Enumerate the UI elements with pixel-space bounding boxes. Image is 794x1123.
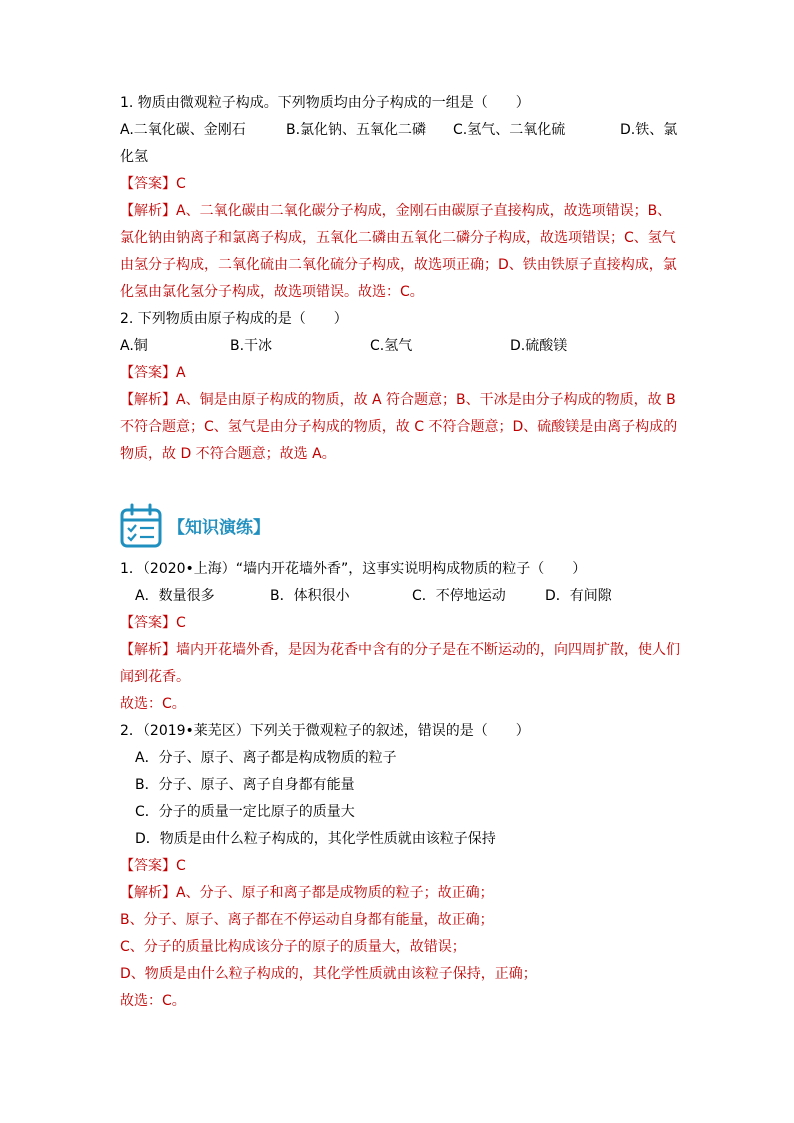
- option-d: D．物质是由什么粒子构成的，其化学性质就由该粒子保持: [135, 831, 496, 847]
- option-d: D.铁、氯: [620, 122, 678, 138]
- answer-tag: 【答案】: [120, 176, 176, 192]
- answer-tag: 【答案】: [120, 615, 176, 631]
- answer-line: [120, 360, 680, 387]
- analysis-line: 不符合题意；C、氢气是由分子构成的物质，故 C 不符合题意；D、硫酸镁是由离子构成的: [120, 419, 678, 435]
- analysis-text: 墙内开花墙外香，是因为花香中含有的分子是在不断运动的，向四周扩散，使人们: [176, 642, 680, 658]
- answer-value: A: [176, 365, 186, 381]
- analysis-text: A、铜是由原子构成的物质，故 A 符合题意；B、干冰是由分子构成的物质，故 B: [176, 392, 676, 408]
- answer-line: [120, 171, 680, 198]
- analysis-line: 由氢分子构成，二氧化硫由二氧化硫分子构成，故选项正确；D、铁由铁原子直接构成，氯: [120, 257, 677, 273]
- option-a: A．分子、原子、离子都是构成物质的粒子: [135, 750, 397, 766]
- analysis-line: [120, 387, 680, 414]
- question-2: 2. 下列物质由原子构成的是（ ）: [120, 311, 348, 327]
- analysis-tag: 【解析】: [120, 885, 176, 901]
- analysis-line: 氯化钠由钠离子和氯离子构成，五氧化二磷由五氧化二磷分子构成，故选项错误；C、氢气: [120, 230, 676, 246]
- question-2-options: [120, 333, 680, 360]
- question-2: 2．（2019•莱芜区）下列关于微观粒子的叙述，错误的是（ ）: [120, 723, 530, 739]
- answer-tag: 【答案】: [120, 365, 176, 381]
- option-d-continued: 化氢: [120, 149, 148, 165]
- analysis-tag: 【解析】: [120, 203, 176, 219]
- section-1: [120, 90, 680, 468]
- section-header: [120, 503, 420, 549]
- answer-value: C: [176, 858, 186, 874]
- option-c: C.氢气: [370, 338, 413, 354]
- conclusion-line: 故选：C。: [120, 993, 186, 1009]
- option-b: B.氯化钠、五氧化二磷: [286, 122, 427, 138]
- answer-line: [120, 610, 680, 637]
- analysis-line: 闻到花香。: [120, 669, 190, 685]
- option-c: C．分子的质量一定比原子的质量大: [135, 804, 355, 820]
- analysis-tag: 【解析】: [120, 642, 176, 658]
- analysis-line: [120, 198, 680, 225]
- answer-value: C: [176, 615, 186, 631]
- answer-value: C: [176, 176, 186, 192]
- option-b: B．体积很小: [270, 588, 350, 604]
- conclusion-line: 故选：C。: [120, 696, 186, 712]
- analysis-line: C、分子的质量比构成该分子的原子的质量大，故错误；: [120, 939, 466, 955]
- answer-tag: 【答案】: [120, 858, 176, 874]
- question-1: 1．（2020•上海）“墙内开花墙外香”，这事实说明构成物质的粒子（ ）: [120, 561, 587, 577]
- analysis-text: A、分子、原子和离子都是成物质的粒子；故正确；: [176, 885, 494, 901]
- question-1-options: [120, 117, 680, 144]
- analysis-line: [120, 637, 680, 664]
- option-a: A．数量很多: [135, 588, 215, 604]
- question-1-options: [120, 583, 680, 610]
- analysis-line: B、分子、原子、离子都在不停运动自身都有能量，故正确；: [120, 912, 494, 928]
- option-b: B.干冰: [230, 338, 273, 354]
- analysis-line: [120, 880, 680, 907]
- analysis-tag: 【解析】: [120, 392, 176, 408]
- option-c: C.氢气、二氧化硫: [453, 122, 566, 138]
- section-2: [120, 556, 680, 1015]
- analysis-line: D、物质是由什么粒子构成的，其化学性质就由该粒子保持，正确；: [120, 966, 537, 982]
- calendar-check-icon: [120, 503, 164, 549]
- option-a: A.二氧化碳、金刚石: [120, 122, 246, 138]
- analysis-line: 化氢由氯化氢分子构成，故选项错误。故选：C。: [120, 284, 424, 300]
- analysis-text: A、二氧化碳由二氧化碳分子构成，金刚石由碳原子直接构成，故选项错误；B、: [176, 203, 672, 219]
- option-c: C．不停地运动: [412, 588, 506, 604]
- question-1: 1. 物质由微观粒子构成。下列物质均由分子构成的一组是（ ）: [120, 95, 530, 111]
- answer-line: [120, 853, 680, 880]
- option-a: A.铜: [120, 338, 148, 354]
- option-d: D．有间隙: [545, 588, 612, 604]
- analysis-line: 物质，故 D 不符合题意；故选 A。: [120, 446, 336, 462]
- option-d: D.硫酸镁: [510, 338, 568, 354]
- section-title: 【知识演练】: [168, 518, 270, 538]
- option-b: B．分子、原子、离子自身都有能量: [135, 777, 355, 793]
